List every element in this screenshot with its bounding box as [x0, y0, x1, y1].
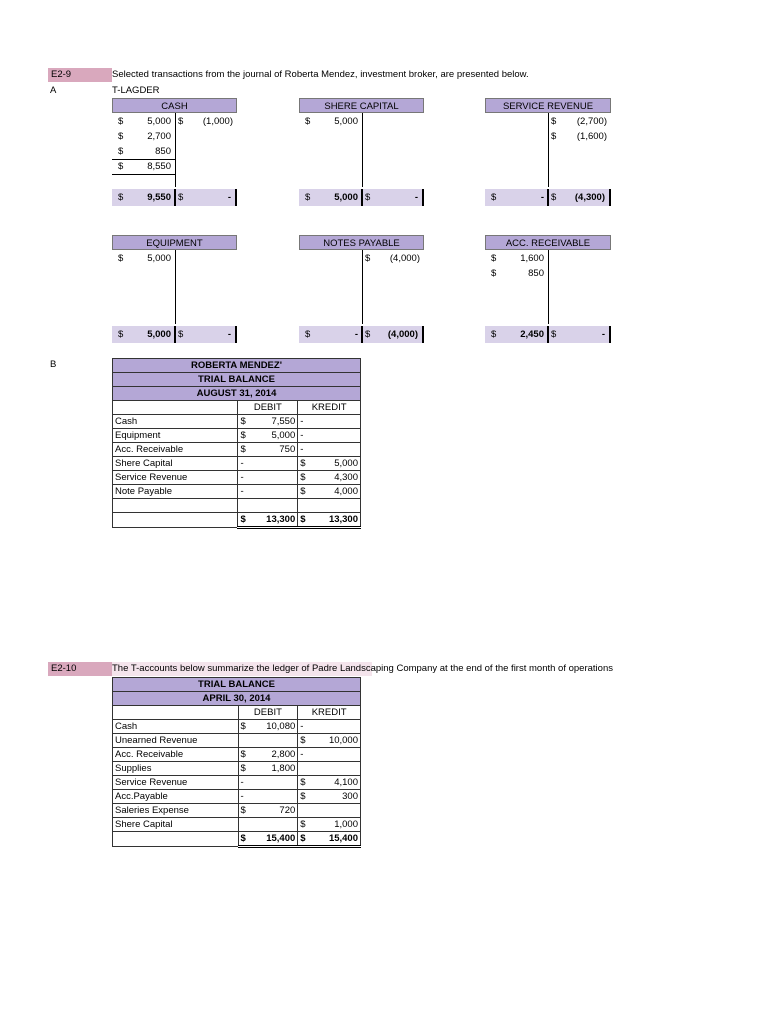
- debit-total-value: 13,300: [266, 514, 296, 525]
- table-date: AUGUST 31, 2014: [113, 387, 361, 401]
- currency-sign: -: [300, 721, 304, 732]
- debit-entry: 850: [528, 268, 544, 279]
- debit-cell: [238, 720, 298, 734]
- credit-cell: [298, 457, 361, 471]
- currency-sign: $: [305, 192, 311, 203]
- account-name: Cash: [113, 720, 239, 734]
- account-name: Acc. Receivable: [113, 748, 239, 762]
- credit-value: 10,000: [328, 735, 358, 746]
- debit-cell: [238, 485, 298, 499]
- t-account-divider: [548, 113, 549, 187]
- t-account-title: ACC. RECEIVABLE: [485, 235, 611, 250]
- debit-entry: 2,700: [147, 131, 171, 142]
- exercise-label-e2-9: E2-9: [48, 68, 112, 82]
- credit-cell: [298, 415, 361, 429]
- credit-entry: (2,700): [576, 116, 607, 127]
- debit-header: DEBIT: [238, 706, 298, 720]
- currency-sign: $: [118, 146, 124, 157]
- credit-cell: [298, 485, 361, 499]
- total-divider: [174, 189, 176, 206]
- debit-cell: [238, 734, 298, 748]
- t-account-title: SHERE CAPITAL: [299, 98, 424, 113]
- currency-sign: $: [178, 329, 184, 340]
- credit-total: (4,000): [387, 329, 418, 340]
- debit-cell: [238, 762, 298, 776]
- table-date: APRIL 30, 2014: [113, 692, 361, 706]
- debit-value: 10,080: [266, 721, 296, 732]
- debit-total-value: 15,400: [266, 833, 296, 844]
- debit-cell: [238, 818, 298, 832]
- debit-total: -: [540, 192, 544, 203]
- currency-sign: $: [300, 833, 306, 844]
- debit-entry: 850: [155, 146, 171, 157]
- part-label-a: A: [50, 85, 57, 96]
- table-row: [113, 457, 361, 471]
- debit-entry: 5,000: [147, 116, 171, 127]
- total-end-bar: [235, 189, 237, 206]
- total-divider: [174, 326, 176, 343]
- credit-total: -: [414, 192, 418, 203]
- blank-cell: [113, 513, 238, 528]
- currency-sign: -: [300, 430, 304, 441]
- total-divider: [547, 326, 549, 343]
- credit-value: 4,100: [334, 777, 358, 788]
- currency-sign: $: [300, 819, 306, 830]
- t-account-title: CASH: [112, 98, 237, 113]
- debit-cell: [238, 471, 298, 485]
- t-account-divider: [362, 113, 363, 187]
- credit-entry: (1,600): [576, 131, 607, 142]
- credit-cell: [298, 471, 361, 485]
- t-account-shere-capital: [299, 98, 424, 206]
- table-row: [113, 415, 361, 429]
- debit-entry: 1,600: [520, 253, 544, 264]
- account-name: Shere Capital: [113, 818, 239, 832]
- debit-cell: [238, 776, 298, 790]
- credit-value: 4,000: [334, 486, 358, 497]
- currency-sign: $: [491, 329, 497, 340]
- total-end-bar: [609, 189, 611, 206]
- credit-total: [298, 513, 361, 528]
- entry-underline: [112, 174, 175, 175]
- credit-header: KREDIT: [298, 401, 361, 415]
- credit-cell: [298, 776, 361, 790]
- credit-total: -: [601, 329, 605, 340]
- debit-total: [238, 513, 298, 528]
- currency-sign: $: [365, 329, 371, 340]
- account-name: Acc.Payable: [113, 790, 239, 804]
- currency-sign: -: [300, 749, 304, 760]
- credit-total: -: [227, 329, 231, 340]
- currency-sign: -: [300, 444, 304, 455]
- debit-total: 5,000: [147, 329, 171, 340]
- debit-entry: 5,000: [334, 116, 358, 127]
- table-row: [113, 443, 361, 457]
- debit-cell: [238, 790, 298, 804]
- table-row: [113, 776, 361, 790]
- currency-sign: $: [551, 116, 557, 127]
- currency-sign: $: [300, 458, 306, 469]
- currency-sign: -: [240, 777, 244, 788]
- credit-value: 5,000: [334, 458, 358, 469]
- currency-sign: $: [300, 514, 306, 525]
- account-name: Cash: [113, 415, 238, 429]
- debit-total: 5,000: [334, 192, 358, 203]
- currency-sign: $: [551, 192, 557, 203]
- t-account-title: NOTES PAYABLE: [299, 235, 424, 250]
- t-account-title: EQUIPMENT: [112, 235, 237, 250]
- debit-value: 720: [279, 805, 296, 816]
- debit-value: 2,800: [271, 749, 296, 760]
- currency-sign: $: [118, 192, 124, 203]
- currency-sign: $: [240, 805, 246, 816]
- currency-sign: $: [240, 444, 246, 455]
- exercise-description: Selected transactions from the journal of Roberta Mendez, investment broker, are presented below.: [112, 69, 529, 80]
- blank-cell: [238, 499, 298, 513]
- t-account-notes-payable: [299, 235, 424, 343]
- currency-sign: -: [240, 458, 244, 469]
- credit-entry: (4,000): [389, 253, 420, 264]
- credit-value: 300: [342, 791, 358, 802]
- part-label-b: B: [50, 359, 57, 370]
- currency-sign: $: [300, 735, 306, 746]
- blank-cell: [113, 499, 238, 513]
- credit-cell: [298, 734, 361, 748]
- currency-sign: $: [365, 253, 371, 264]
- currency-sign: $: [240, 749, 246, 760]
- currency-sign: $: [491, 268, 497, 279]
- credit-cell: [298, 720, 361, 734]
- table-row: [113, 734, 361, 748]
- debit-total: 9,550: [147, 192, 171, 203]
- t-account-equipment: [112, 235, 237, 343]
- currency-sign: $: [305, 116, 311, 127]
- table-row: [113, 485, 361, 499]
- credit-total: [298, 832, 361, 847]
- table-row: [113, 748, 361, 762]
- currency-sign: $: [551, 131, 557, 142]
- blank-cell: [298, 499, 361, 513]
- credit-cell: [298, 790, 361, 804]
- total-row: [113, 832, 361, 847]
- total-row: [113, 513, 361, 528]
- currency-sign: $: [240, 514, 246, 525]
- credit-cell: [298, 443, 361, 457]
- currency-sign: $: [178, 116, 184, 127]
- currency-sign: $: [240, 721, 246, 732]
- account-name: Shere Capital: [113, 457, 238, 471]
- account-name: Service Revenue: [113, 471, 238, 485]
- currency-sign: -: [240, 486, 244, 497]
- blank-cell: [113, 401, 238, 415]
- debit-value: 750: [279, 444, 296, 455]
- debit-value: 7,550: [271, 416, 296, 427]
- credit-cell: [298, 804, 361, 818]
- debit-total: 2,450: [520, 329, 544, 340]
- currency-sign: $: [300, 486, 306, 497]
- currency-sign: $: [118, 116, 124, 127]
- currency-sign: $: [365, 192, 371, 203]
- account-name: Equipment: [113, 429, 238, 443]
- table-subtitle: TRIAL BALANCE: [113, 373, 361, 387]
- exercise-label-e2-10: E2-10: [48, 662, 112, 676]
- account-name: Note Payable: [113, 485, 238, 499]
- account-name: Supplies: [113, 762, 239, 776]
- debit-cell: [238, 415, 298, 429]
- t-account-acc-receivable: [485, 235, 611, 343]
- currency-sign: $: [118, 253, 124, 264]
- table-row: [113, 720, 361, 734]
- currency-sign: $: [300, 472, 306, 483]
- total-end-bar: [422, 189, 424, 206]
- currency-sign: $: [240, 430, 246, 441]
- currency-sign: $: [240, 833, 246, 844]
- currency-sign: $: [300, 791, 306, 802]
- debit-cell: [238, 748, 298, 762]
- debit-cell: [238, 804, 298, 818]
- currency-sign: $: [491, 253, 497, 264]
- trial-balance-table: [112, 677, 361, 848]
- currency-sign: -: [240, 472, 244, 483]
- total-divider: [361, 189, 363, 206]
- table-title: TRIAL BALANCE: [113, 678, 361, 692]
- table-title: ROBERTA MENDEZ': [113, 359, 361, 373]
- currency-sign: $: [178, 192, 184, 203]
- t-account-title: SERVICE REVENUE: [485, 98, 611, 113]
- currency-sign: -: [240, 791, 244, 802]
- table-row: [113, 762, 361, 776]
- total-divider: [361, 326, 363, 343]
- debit-cell: [238, 443, 298, 457]
- blank-cell: [113, 706, 239, 720]
- debit-header: DEBIT: [238, 401, 298, 415]
- account-name: Service Revenue: [113, 776, 239, 790]
- credit-total-value: 15,400: [328, 833, 358, 844]
- debit-entry: 8,550: [147, 161, 171, 172]
- credit-cell: [298, 762, 361, 776]
- debit-value: 1,800: [271, 763, 296, 774]
- currency-sign: $: [240, 763, 246, 774]
- account-name: Saleries Expense: [113, 804, 239, 818]
- trial-balance-table: [112, 358, 361, 529]
- debit-cell: [238, 429, 298, 443]
- table-row: [113, 790, 361, 804]
- total-end-bar: [609, 326, 611, 343]
- currency-sign: $: [491, 192, 497, 203]
- t-account-divider: [548, 250, 549, 324]
- total-end-bar: [422, 326, 424, 343]
- credit-value: 4,300: [334, 472, 358, 483]
- table-row: [113, 429, 361, 443]
- currency-sign: $: [305, 329, 311, 340]
- debit-value: 5,000: [271, 430, 296, 441]
- credit-value: 1,000: [334, 819, 358, 830]
- currency-sign: $: [118, 131, 124, 142]
- currency-sign: $: [118, 329, 124, 340]
- currency-sign: $: [300, 777, 306, 788]
- credit-total: -: [227, 192, 231, 203]
- currency-sign: $: [118, 161, 124, 172]
- t-account-divider: [175, 113, 176, 187]
- t-ledger-heading: T-LAGDER: [112, 85, 160, 96]
- account-name: Acc. Receivable: [113, 443, 238, 457]
- credit-cell: [298, 429, 361, 443]
- credit-total: (4,300): [574, 192, 605, 203]
- debit-total: -: [354, 329, 358, 340]
- blank-cell: [113, 832, 239, 847]
- credit-total-value: 13,300: [328, 514, 358, 525]
- table-row: [113, 818, 361, 832]
- t-account-service-revenue: [485, 98, 611, 206]
- credit-entry: (1,000): [202, 116, 233, 127]
- debit-total: [238, 832, 298, 847]
- currency-sign: -: [300, 416, 304, 427]
- debit-entry: 5,000: [147, 253, 171, 264]
- currency-sign: $: [551, 329, 557, 340]
- total-divider: [547, 189, 549, 206]
- debit-cell: [238, 457, 298, 471]
- credit-cell: [298, 818, 361, 832]
- total-end-bar: [235, 326, 237, 343]
- exercise-description: The T-accounts below summarize the ledger of Padre Landscaping Company at the end of the first month of operations: [112, 663, 613, 674]
- t-account-divider: [175, 250, 176, 324]
- account-name: Unearned Revenue: [113, 734, 239, 748]
- t-account-divider: [362, 250, 363, 324]
- currency-sign: $: [240, 416, 246, 427]
- credit-header: KREDIT: [298, 706, 361, 720]
- table-row: [113, 471, 361, 485]
- table-row: [113, 804, 361, 818]
- t-account-cash: [112, 98, 237, 206]
- credit-cell: [298, 748, 361, 762]
